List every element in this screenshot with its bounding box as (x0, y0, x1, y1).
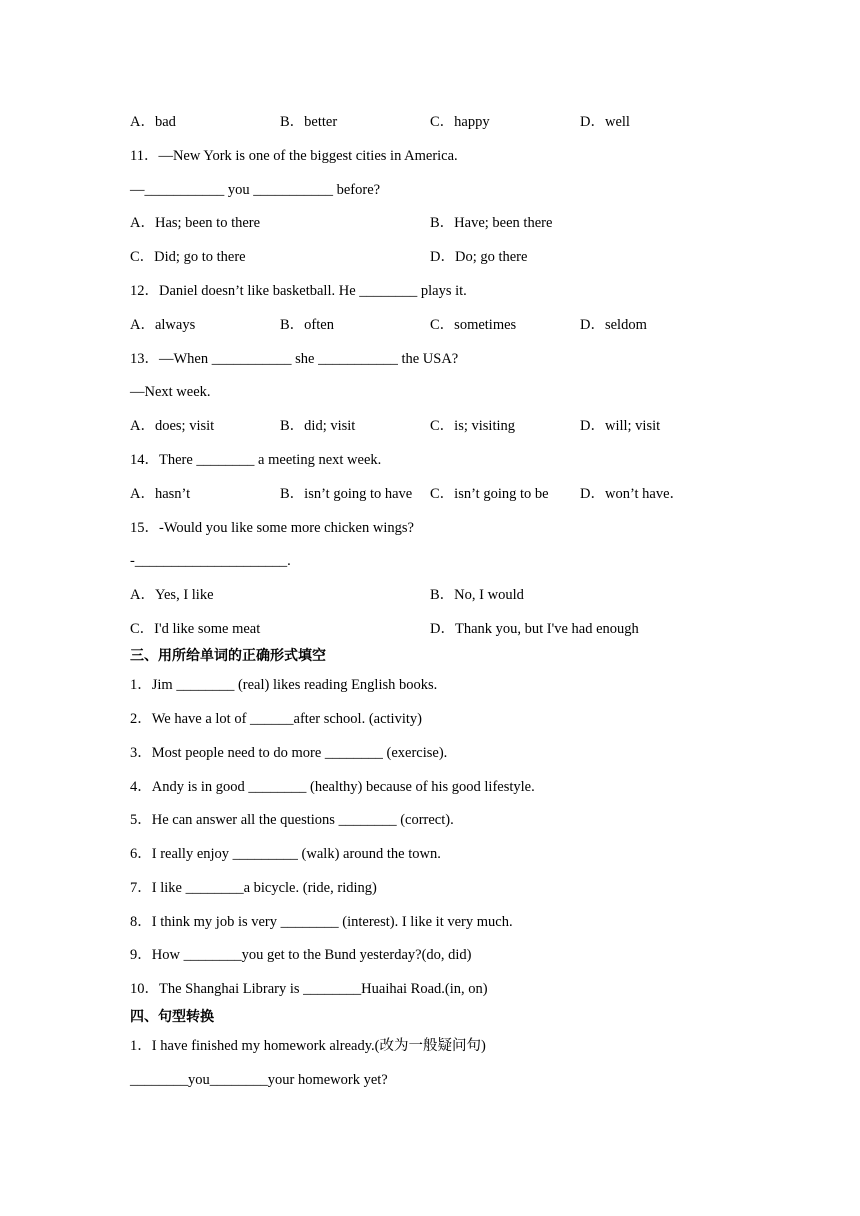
section3-item-2: 2．We have a lot of ______after school. (activity) (130, 711, 422, 727)
section3-item-10: 10．The Shanghai Library is ________Huaihai Road.(in, on) (130, 981, 488, 997)
q11-option-b: B．Have; been there (430, 215, 553, 231)
q11-option-c: C．Did; go to there (130, 249, 246, 265)
q12-question: 12．Daniel doesn’t like basketball. He ________ plays it. (130, 283, 467, 299)
section3-item-1: 1．Jim ________ (real) likes reading English books. (130, 677, 438, 693)
q11-option-a: A．Has; been to there (130, 215, 261, 231)
q13-option-a: A．does; visit (130, 418, 215, 434)
q15-option-a: A．Yes, I like (130, 587, 214, 603)
q12-option-c: C．sometimes (430, 317, 517, 333)
q13-question: 13．—When ___________ she ___________ the USA? (130, 351, 459, 367)
section3-item-6: 6．I really enjoy _________ (walk) around the town. (130, 846, 441, 862)
q13-option-b: B．did; visit (280, 418, 356, 434)
section3-item-9: 9．How ________you get to the Bund yesterday?(do, did) (130, 947, 472, 963)
q13-option-c: C．is; visiting (430, 418, 516, 434)
section4-heading: 四、句型转换 (130, 1009, 214, 1025)
q12-option-b: B．often (280, 317, 334, 333)
q11-option-d: D．Do; go there (430, 249, 528, 265)
q10-option-b: B．better (280, 114, 338, 130)
q10-option-d: D．well (580, 114, 630, 130)
q15-option-d: D．Thank you, but I've had enough (430, 621, 639, 637)
section3-item-7: 7．I like ________a bicycle. (ride, riding) (130, 880, 377, 896)
section4-item-1-answer: ________you________your homework yet? (130, 1072, 388, 1088)
q14-option-d: D．won’t have． (580, 486, 685, 502)
q10-option-c: C．happy (430, 114, 490, 130)
q14-option-a: A．hasn’t (130, 486, 191, 502)
q12-option-d: D．seldom (580, 317, 647, 333)
section4-item-1: 1．I have finished my homework already.(改为一般疑问句) (130, 1038, 486, 1054)
section3-item-5: 5．He can answer all the questions ________ (correct). (130, 812, 454, 828)
q13-response: —Next week. (130, 384, 211, 400)
section3-item-8: 8．I think my job is very ________ (interest). I like it very much. (130, 914, 513, 930)
section3-heading: 三、用所给单词的正确形式填空 (130, 648, 326, 664)
section3-item-4: 4．Andy is in good ________ (healthy) because of his good lifestyle. (130, 779, 535, 795)
q15-question: 15．-Would you like some more chicken wings? (130, 520, 414, 536)
q14-question: 14．There ________ a meeting next week. (130, 452, 382, 468)
q15-option-c: C．I'd like some meat (130, 621, 261, 637)
q10-option-a: A．bad (130, 114, 176, 130)
q15-option-b: B．No, I would (430, 587, 524, 603)
q15-response: -_____________________. (130, 553, 291, 569)
section3-item-3: 3．Most people need to do more ________ (exercise). (130, 745, 448, 761)
q11-question: 11．—New York is one of the biggest cities in America. (130, 148, 458, 164)
q14-option-b: B．isn’t going to have (280, 486, 413, 502)
q13-option-d: D．will; visit (580, 418, 661, 434)
q12-option-a: A．always (130, 317, 196, 333)
q14-option-c: C．isn’t going to be (430, 486, 549, 502)
q11-response: —___________ you ___________ before? (130, 182, 381, 198)
